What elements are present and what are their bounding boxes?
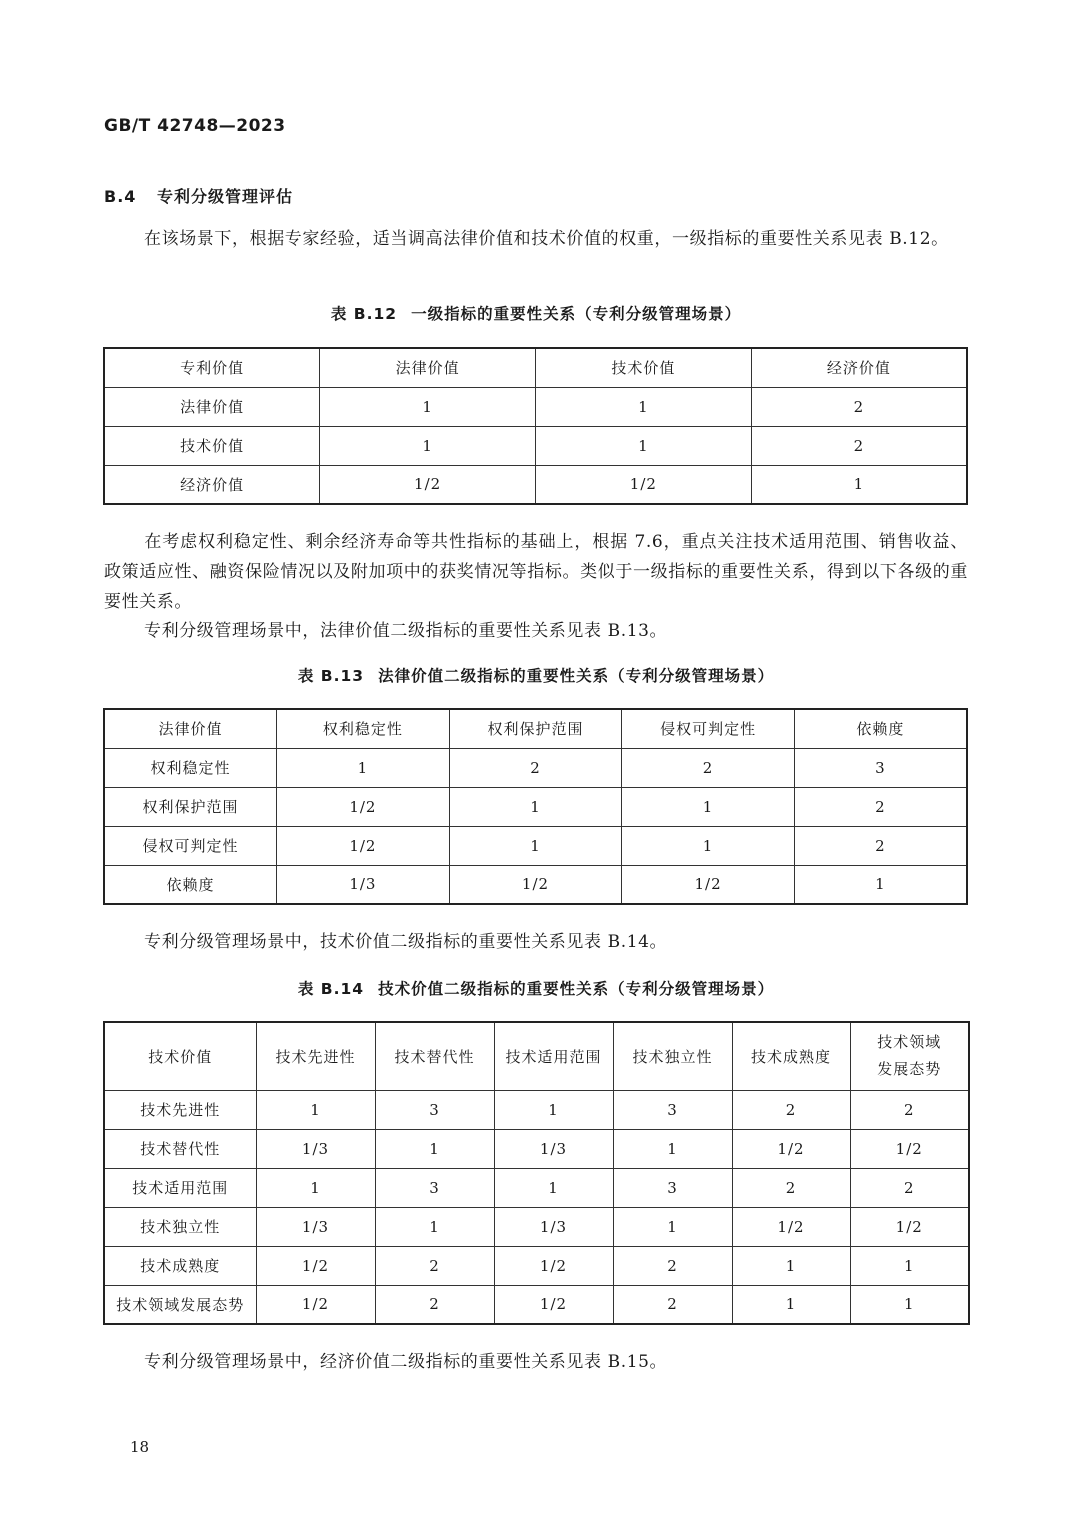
table-cell: 技术替代性 [104, 1129, 256, 1168]
table-cell: 1 [375, 1207, 494, 1246]
table-cell: 技术价值 [104, 426, 320, 465]
paragraph-table15-ref-text: 专利分级管理场景中，经济价值二级指标的重要性关系见表 B.15。 [144, 1352, 668, 1372]
paragraph-basis [104, 527, 968, 617]
table-cell: 1 [732, 1285, 850, 1324]
header-line-2: 发展态势 [877, 1060, 942, 1079]
table-cell: 1/3 [494, 1129, 613, 1168]
table-cell: 1/2 [256, 1285, 375, 1324]
table-cell: 1 [536, 387, 752, 426]
table-row [104, 826, 967, 865]
table-cell: 1/3 [277, 865, 450, 904]
table-cell: 1/2 [850, 1207, 969, 1246]
table-row [104, 426, 967, 465]
table-row [104, 787, 967, 826]
table-cell: 1 [613, 1129, 732, 1168]
table-cell: 经济价值 [104, 465, 320, 504]
table-header-cell: 技术适用范围 [494, 1022, 613, 1090]
table-cell: 3 [613, 1090, 732, 1129]
table-cell: 权利稳定性 [104, 748, 277, 787]
paragraph-table13-ref-text: 专利分级管理场景中，法律价值二级指标的重要性关系见表 B.13。 [144, 621, 668, 641]
table-header-cell: 技术价值 [104, 1022, 256, 1090]
table-header-cell: 专利价值 [104, 348, 320, 387]
table-b14-caption [104, 977, 968, 999]
table-cell: 1 [850, 1285, 969, 1324]
table-cell: 1/3 [494, 1207, 613, 1246]
table-cell: 2 [850, 1168, 969, 1207]
table-cell: 技术适用范围 [104, 1168, 256, 1207]
table-cell: 3 [375, 1090, 494, 1129]
table-b12-title: 一级指标的重要性关系（专利分级管理场景） [411, 305, 742, 323]
table-cell: 3 [375, 1168, 494, 1207]
paragraph-basis-text: 在考虑权利稳定性、剩余经济寿命等共性指标的基础上，根据 7.6，重点关注技术适用范围、销售收益、政策适应性、融资保险情况以及附加项中的获奖情况等指标。类似于一级指标的重要性关系，得到以下各级的重要性关系。 [104, 532, 968, 612]
table-cell: 2 [732, 1168, 850, 1207]
table-row [104, 1207, 969, 1246]
table-cell: 2 [622, 748, 795, 787]
table-cell: 1 [277, 748, 450, 787]
table-header-cell: 技术成熟度 [732, 1022, 850, 1090]
table-header-cell: 依赖度 [794, 709, 967, 748]
table-cell: 1 [449, 787, 622, 826]
table-cell: 1 [751, 465, 967, 504]
table-cell: 1 [613, 1207, 732, 1246]
table-cell: 2 [850, 1090, 969, 1129]
table-cell: 侵权可判定性 [104, 826, 277, 865]
table-header-cell [850, 1022, 969, 1090]
table-cell: 技术领域发展态势 [104, 1285, 256, 1324]
table-b14-number: 表 B.14 [297, 980, 365, 998]
table-b14-title: 技术价值二级指标的重要性关系（专利分级管理场景） [378, 980, 775, 998]
table-cell: 1 [320, 387, 536, 426]
table-cell: 2 [794, 826, 967, 865]
table-row [104, 1129, 969, 1168]
table-cell: 1 [256, 1168, 375, 1207]
table-cell: 1 [494, 1090, 613, 1129]
page-number: 18 [130, 1438, 150, 1456]
table-cell: 1/2 [277, 787, 450, 826]
table-cell: 1 [622, 787, 795, 826]
table-cell: 1/2 [256, 1246, 375, 1285]
table-header-cell: 技术独立性 [613, 1022, 732, 1090]
table-header-cell: 法律价值 [320, 348, 536, 387]
paragraph-intro-text: 在该场景下，根据专家经验，适当调高法律价值和技术价值的权重，一级指标的重要性关系见表 B.12。 [144, 229, 949, 249]
table-cell: 1 [375, 1129, 494, 1168]
table-b13-title: 法律价值二级指标的重要性关系（专利分级管理场景） [378, 667, 775, 685]
paragraph-table14-ref [104, 927, 968, 957]
table-cell: 1 [622, 826, 795, 865]
section-number: B.4 [104, 187, 137, 206]
table-row [104, 865, 967, 904]
table-b12-number: 表 B.12 [330, 305, 398, 323]
table-cell: 1 [732, 1246, 850, 1285]
table-header-row [104, 709, 967, 748]
table-cell: 2 [375, 1246, 494, 1285]
table-cell: 依赖度 [104, 865, 277, 904]
table-row [104, 748, 967, 787]
table-cell: 1/3 [256, 1207, 375, 1246]
table-row [104, 1090, 969, 1129]
table-cell: 2 [375, 1285, 494, 1324]
table-cell: 2 [751, 387, 967, 426]
table-cell: 1/2 [494, 1285, 613, 1324]
table-b14 [103, 1021, 970, 1325]
document-header: GB/T 42748—2023 [104, 116, 286, 136]
paragraph-table14-ref-text: 专利分级管理场景中，技术价值二级指标的重要性关系见表 B.14。 [144, 932, 668, 952]
paragraph-table13-ref [104, 616, 968, 646]
table-header-cell: 权利保护范围 [449, 709, 622, 748]
table-cell: 2 [449, 748, 622, 787]
table-header-row [104, 348, 967, 387]
table-row [104, 387, 967, 426]
table-cell: 1 [794, 865, 967, 904]
table-cell: 1/2 [494, 1246, 613, 1285]
table-cell: 1 [256, 1090, 375, 1129]
table-header-cell: 权利稳定性 [277, 709, 450, 748]
table-header-cell: 法律价值 [104, 709, 277, 748]
table-b12-caption [104, 302, 968, 324]
table-cell: 技术先进性 [104, 1090, 256, 1129]
table-b13 [103, 708, 968, 905]
table-cell: 技术独立性 [104, 1207, 256, 1246]
table-header-cell: 技术替代性 [375, 1022, 494, 1090]
table-cell: 3 [613, 1168, 732, 1207]
table-cell: 1/3 [256, 1129, 375, 1168]
table-cell: 2 [613, 1285, 732, 1324]
table-cell: 2 [794, 787, 967, 826]
table-b13-caption [104, 664, 968, 686]
table-header-cell: 经济价值 [751, 348, 967, 387]
table-cell: 1 [494, 1168, 613, 1207]
table-cell: 2 [613, 1246, 732, 1285]
table-b12 [103, 347, 968, 505]
table-cell: 2 [751, 426, 967, 465]
table-header-cell: 技术价值 [536, 348, 752, 387]
table-cell: 1 [320, 426, 536, 465]
table-header-cell: 侵权可判定性 [622, 709, 795, 748]
paragraph-table15-ref [104, 1347, 968, 1377]
table-cell: 1 [536, 426, 752, 465]
table-cell: 法律价值 [104, 387, 320, 426]
table-cell: 2 [732, 1090, 850, 1129]
section-heading [104, 184, 293, 207]
section-title: 专利分级管理评估 [156, 187, 293, 206]
table-cell: 1 [850, 1246, 969, 1285]
table-row [104, 465, 967, 504]
table-row [104, 1168, 969, 1207]
table-cell: 1/2 [320, 465, 536, 504]
header-line-1: 技术领域 [877, 1033, 942, 1052]
table-header-cell: 技术先进性 [256, 1022, 375, 1090]
table-header-row [104, 1022, 969, 1090]
table-cell: 权利保护范围 [104, 787, 277, 826]
paragraph-intro [104, 224, 968, 254]
table-cell: 1/2 [536, 465, 752, 504]
table-cell: 1 [449, 826, 622, 865]
table-b13-number: 表 B.13 [297, 667, 365, 685]
table-cell: 1/2 [622, 865, 795, 904]
table-row [104, 1246, 969, 1285]
table-cell: 1/2 [732, 1207, 850, 1246]
table-cell: 1/2 [449, 865, 622, 904]
table-row [104, 1285, 969, 1324]
table-cell: 3 [794, 748, 967, 787]
table-cell: 1/2 [732, 1129, 850, 1168]
table-cell: 1/2 [850, 1129, 969, 1168]
table-cell: 技术成熟度 [104, 1246, 256, 1285]
table-cell: 1/2 [277, 826, 450, 865]
